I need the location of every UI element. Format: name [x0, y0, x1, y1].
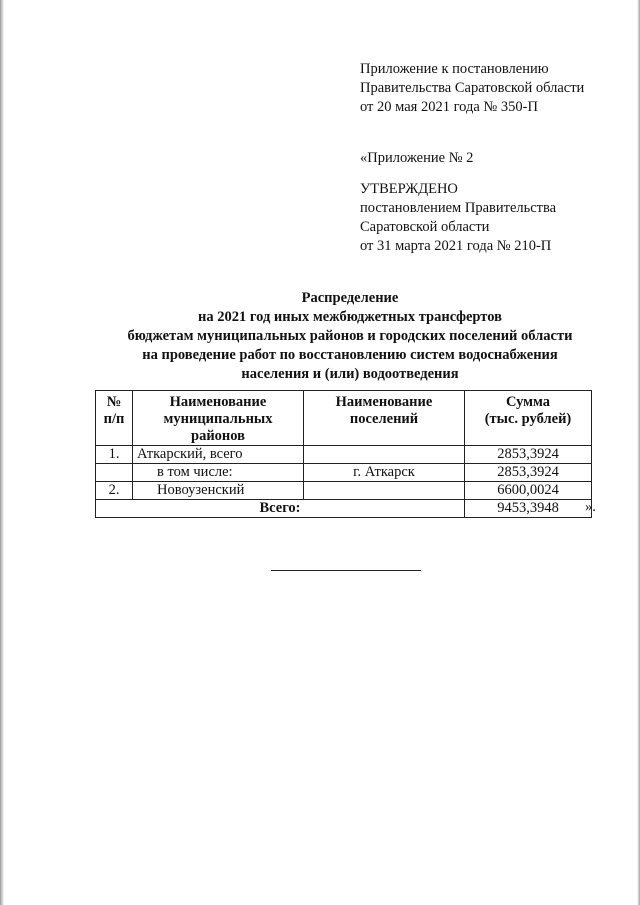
approval-stamp: [360, 180, 556, 256]
cell-sum: 2853,3924: [465, 464, 592, 482]
header-text: п/п: [103, 411, 125, 427]
table-total-row: [96, 500, 592, 518]
cell-settlement: г. Аткарск: [304, 464, 465, 482]
header-text: Наименование: [169, 394, 267, 410]
annex-line: Правительства Саратовской области: [360, 80, 585, 96]
cell-settlement: [304, 446, 465, 464]
cell-num: 2.: [96, 482, 133, 500]
title-line: Распределение: [301, 290, 399, 306]
annex-line: Приложение к постановлению: [360, 61, 549, 77]
annex-number-text: «Приложение № 2: [360, 150, 474, 166]
table-row: [96, 482, 592, 500]
approval-line: от 31 марта 2021 года № 210-П: [360, 238, 552, 254]
document-title: [60, 289, 640, 384]
cell-num: 1.: [96, 446, 133, 464]
annex-line: от 20 мая 2021 года № 350-П: [360, 99, 538, 115]
header-district: [133, 391, 304, 446]
title-line: бюджетам муниципальных районов и городских поселений области: [127, 328, 573, 344]
scan-edge-left: [0, 0, 4, 905]
header-text: Наименование: [335, 394, 433, 410]
header-text: (тыс. рублей): [484, 411, 572, 427]
cell-num: [96, 464, 133, 482]
cell-district: Новоузенский: [133, 482, 304, 500]
cell-district: в том числе:: [133, 464, 304, 482]
cell-sum: 2853,3924: [465, 446, 592, 464]
header-text: Сумма: [505, 394, 551, 410]
annex-number: [360, 149, 473, 168]
header-text: поселений: [349, 411, 419, 427]
header-num: [96, 391, 133, 446]
closing-quote: ».: [585, 499, 596, 515]
table-row: [96, 446, 592, 464]
header-settlement: [304, 391, 465, 446]
cell-district: Аткарский, всего: [133, 446, 304, 464]
cell-settlement: [304, 482, 465, 500]
header-text: муниципальных: [163, 411, 273, 427]
title-line: на 2021 год иных межбюджетных трансфертов: [198, 309, 502, 325]
total-sum: 9453,3948: [465, 500, 592, 518]
annex-header: [360, 60, 584, 117]
distribution-table: [95, 390, 592, 518]
total-label: Всего:: [96, 500, 465, 518]
title-line: населения и (или) водоотведения: [241, 366, 459, 382]
table-row: [96, 464, 592, 482]
header-sum: [465, 391, 592, 446]
approval-line: УТВЕРЖДЕНО: [360, 181, 458, 197]
approval-line: Саратовской области: [360, 219, 490, 235]
table-header-row: [96, 391, 592, 446]
header-text: №: [106, 394, 122, 410]
separator-line: [271, 570, 421, 571]
approval-line: постановлением Правительства: [360, 200, 557, 216]
title-line: на проведение работ по восстановлению систем водоснабжения: [142, 347, 558, 363]
header-text: районов: [191, 428, 245, 444]
cell-sum: 6600,0024: [465, 482, 592, 500]
